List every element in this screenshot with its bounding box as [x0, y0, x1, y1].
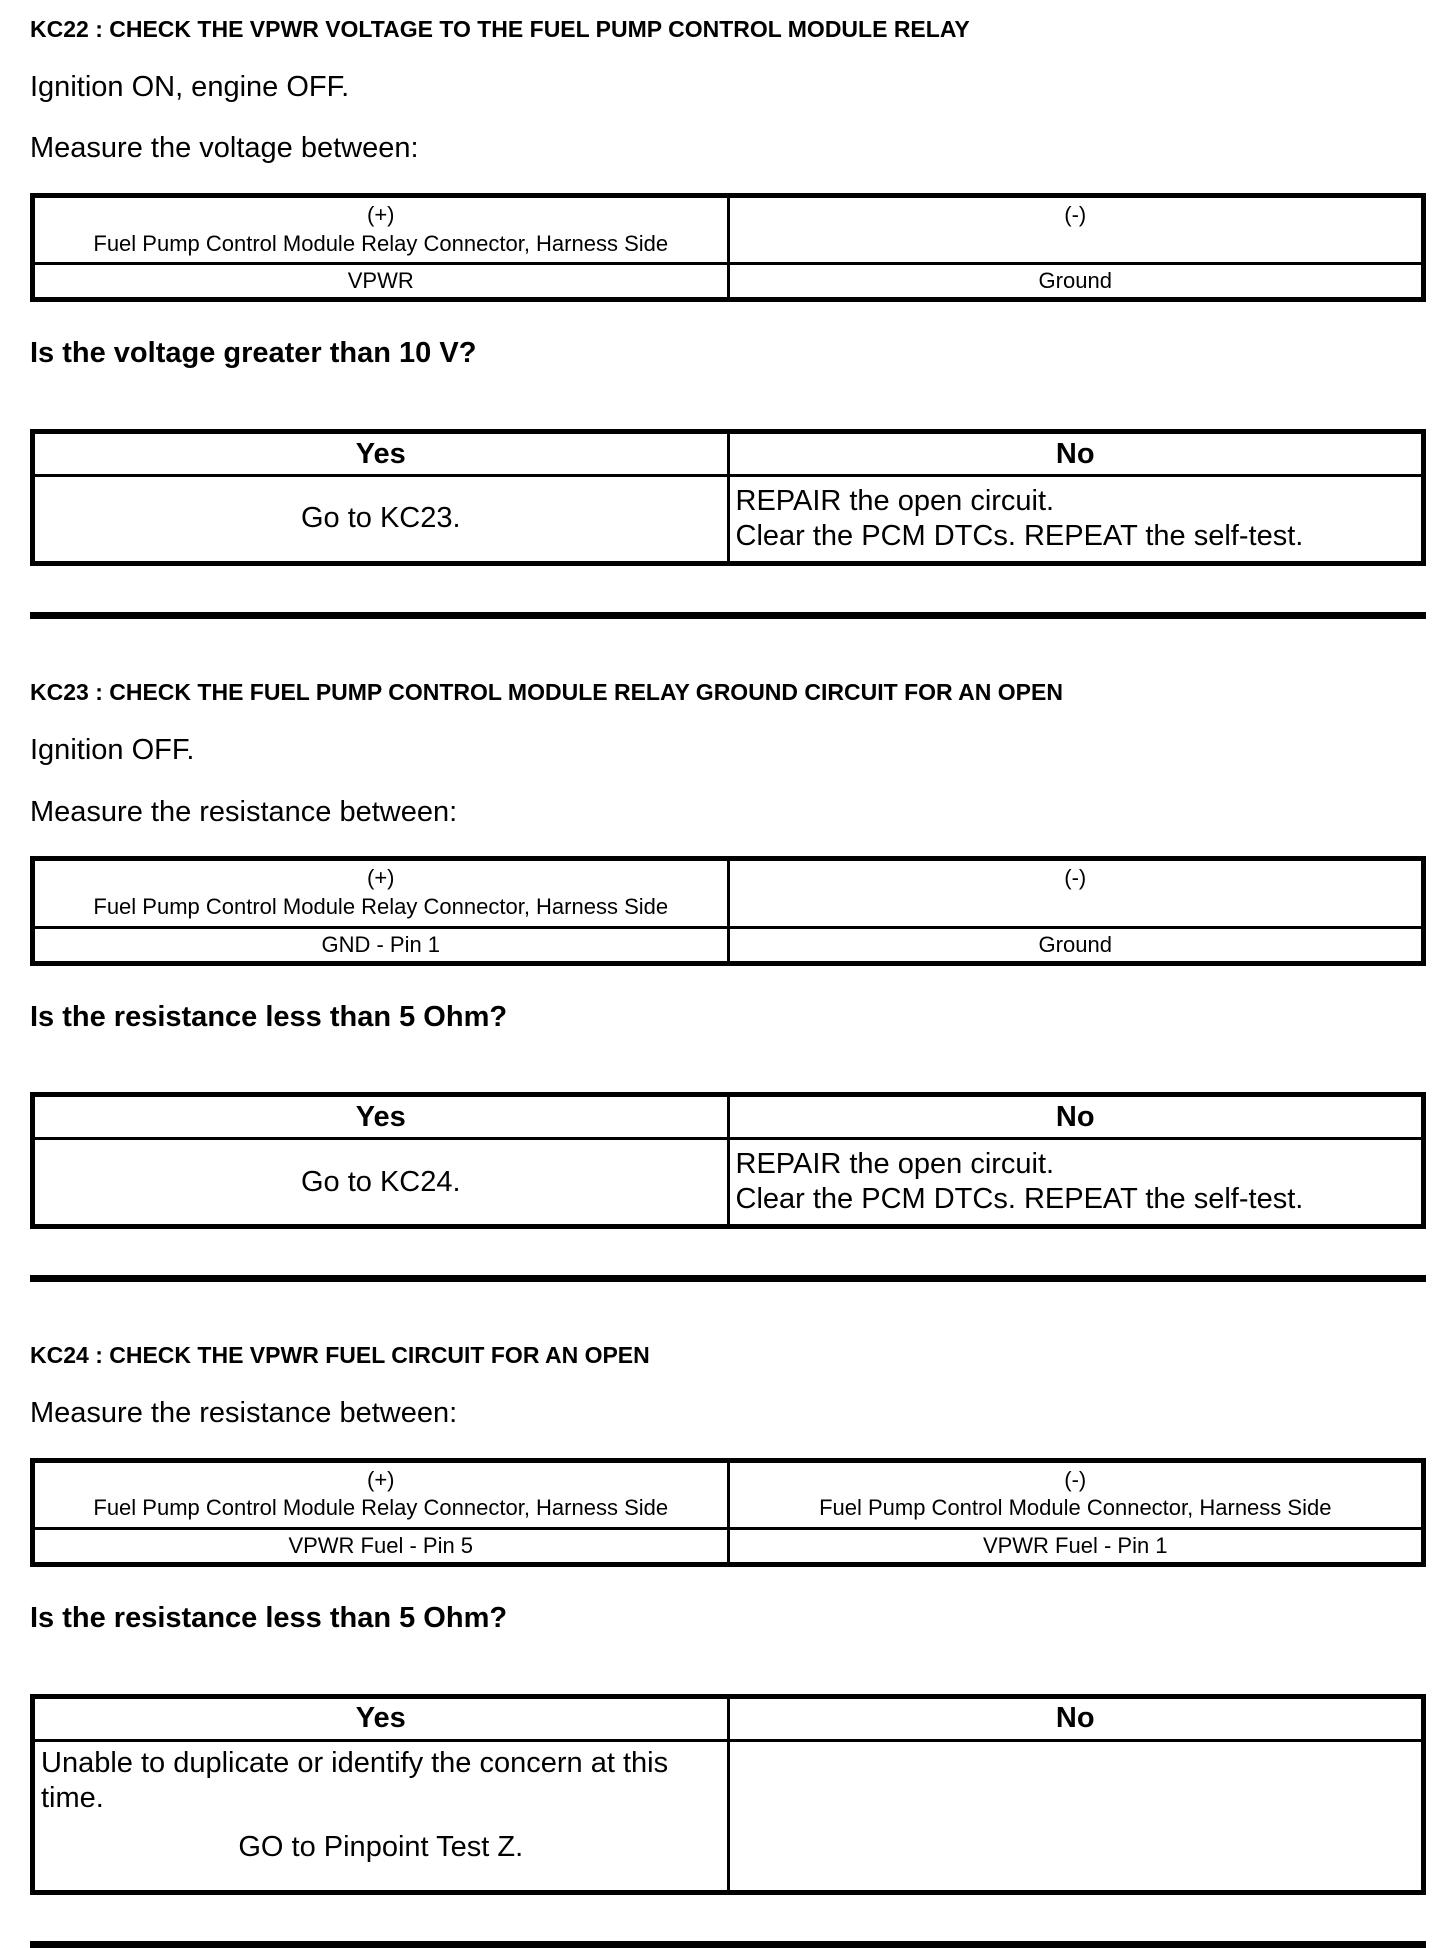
- instruction-line: Measure the resistance between:: [30, 795, 458, 828]
- action-line: Unable to duplicate or identify the concern at this time.: [41, 1746, 669, 1815]
- measurement-table: [30, 856, 1426, 965]
- step-kc22: [30, 16, 1426, 619]
- step-kc24: [30, 1342, 1426, 1947]
- decision-header-row: [33, 1095, 1424, 1139]
- negative-terminal-header: [728, 859, 1424, 927]
- measurement-value-row: [33, 264, 1424, 300]
- decision-table: [30, 429, 1426, 566]
- instruction-line: Ignition OFF.: [30, 733, 195, 766]
- yes-action-cell: [33, 476, 729, 564]
- measurement-table: [30, 1458, 1426, 1567]
- yes-action-cell: [33, 1139, 729, 1227]
- action-line: Clear the PCM DTCs. REPEAT the self-test.: [735, 1183, 1304, 1216]
- action-line: GO to Pinpoint Test Z.: [238, 1831, 524, 1864]
- step-kc23: [30, 679, 1426, 1282]
- yes-header: Yes: [33, 432, 729, 476]
- action-line: Go to KC24.: [300, 1165, 461, 1198]
- measurement-value-row: [33, 1528, 1424, 1564]
- positive-connector-label: Fuel Pump Control Module Relay Connector, Harness Side: [93, 893, 669, 919]
- decision-action-row: [33, 476, 1424, 564]
- no-action-cell: [728, 1139, 1424, 1227]
- negative-terminal-header: [728, 1460, 1424, 1528]
- step-kc22-heading: KC22 : CHECK THE VPWR VOLTAGE TO THE FUEL PUMP CONTROL MODULE RELAY: [30, 16, 970, 42]
- section-divider: [30, 1275, 1426, 1282]
- decision-question: Is the voltage greater than 10 V?: [30, 337, 477, 370]
- measurement-header-row: [33, 196, 1424, 264]
- action-line: Clear the PCM DTCs. REPEAT the self-test.: [735, 520, 1304, 553]
- instruction-line: Measure the voltage between:: [30, 132, 419, 165]
- instruction-line: Measure the resistance between:: [30, 1396, 458, 1429]
- measurement-header-row: [33, 859, 1424, 927]
- no-header: No: [728, 432, 1424, 476]
- step-kc24-heading: KC24 : CHECK THE VPWR FUEL CIRCUIT FOR AN OPEN: [30, 1342, 650, 1369]
- measurement-table: [30, 193, 1426, 302]
- positive-polarity-label: (+): [367, 865, 395, 891]
- negative-polarity-label: (-): [1064, 865, 1087, 891]
- positive-polarity-label: (+): [367, 1466, 395, 1492]
- instruction-line: Ignition ON, engine OFF.: [30, 70, 350, 103]
- section-divider: [30, 612, 1426, 619]
- measurement-value-row: [33, 927, 1424, 963]
- decision-header-row: [33, 1696, 1424, 1740]
- positive-terminal-header: [33, 196, 729, 264]
- negative-terminal-header: [728, 196, 1424, 264]
- positive-measure-point: VPWR: [33, 264, 729, 300]
- negative-polarity-label: (-): [1064, 202, 1087, 228]
- section-divider: [30, 1941, 1426, 1948]
- action-line: Go to KC23.: [300, 502, 461, 535]
- positive-measure-point: GND - Pin 1: [33, 927, 729, 963]
- step-kc23-heading: KC23 : CHECK THE FUEL PUMP CONTROL MODULE RELAY GROUND CIRCUIT FOR AN OPEN: [30, 679, 1063, 706]
- decision-action-row: [33, 1139, 1424, 1227]
- negative-measure-point: VPWR Fuel - Pin 1: [728, 1528, 1424, 1564]
- negative-polarity-label: (-): [1064, 1466, 1087, 1492]
- negative-connector-label: Fuel Pump Control Module Connector, Harness Side: [819, 1495, 1332, 1521]
- decision-action-row: [33, 1740, 1424, 1892]
- decision-header-row: [33, 432, 1424, 476]
- no-header: No: [728, 1696, 1424, 1740]
- positive-terminal-header: [33, 1460, 729, 1528]
- no-action-cell: [728, 476, 1424, 564]
- measurement-header-row: [33, 1460, 1424, 1528]
- no-header: No: [728, 1095, 1424, 1139]
- yes-header: Yes: [33, 1696, 729, 1740]
- decision-question: Is the resistance less than 5 Ohm?: [30, 1000, 508, 1033]
- positive-connector-label: Fuel Pump Control Module Relay Connector, Harness Side: [93, 1495, 669, 1521]
- decision-question: Is the resistance less than 5 Ohm?: [30, 1601, 508, 1634]
- negative-measure-point: Ground: [728, 927, 1424, 963]
- yes-action-cell: [33, 1740, 729, 1892]
- decision-table: [30, 1694, 1426, 1895]
- positive-polarity-label: (+): [367, 202, 395, 228]
- positive-terminal-header: [33, 859, 729, 927]
- yes-header: Yes: [33, 1095, 729, 1139]
- positive-measure-point: VPWR Fuel - Pin 5: [33, 1528, 729, 1564]
- positive-connector-label: Fuel Pump Control Module Relay Connector, Harness Side: [93, 230, 669, 256]
- negative-measure-point: Ground: [728, 264, 1424, 300]
- decision-table: [30, 1092, 1426, 1229]
- action-line: REPAIR the open circuit.: [735, 484, 1055, 517]
- no-action-cell: [728, 1740, 1424, 1892]
- action-line: REPAIR the open circuit.: [735, 1147, 1055, 1180]
